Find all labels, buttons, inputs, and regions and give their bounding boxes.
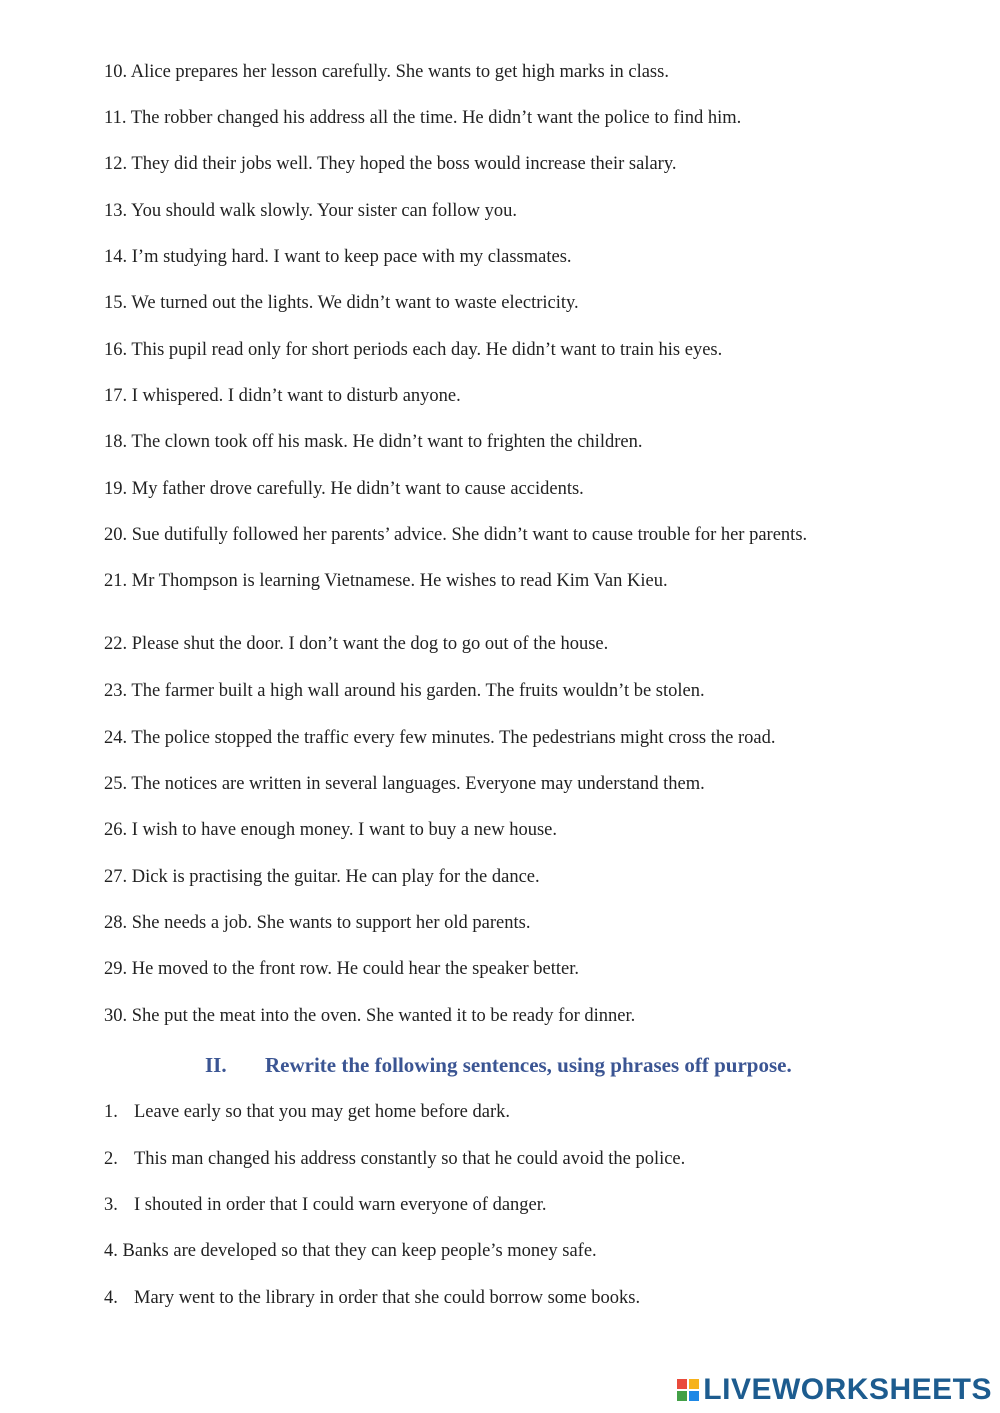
logo-square xyxy=(689,1379,699,1389)
exercise-item: 27. Dick is practising the guitar. He can play for the dance. xyxy=(104,867,540,887)
logo-square xyxy=(677,1379,687,1389)
logo-text: LIVEWORKSHEETS xyxy=(703,1373,992,1406)
section-heading xyxy=(205,1053,792,1077)
logo-grid-icon xyxy=(677,1379,699,1401)
exercise-item: 17. I whispered. I didn’t want to disturb anyone. xyxy=(104,386,461,406)
section-number: II. xyxy=(205,1053,227,1077)
exercise-item: 22. Please shut the door. I don’t want the dog to go out of the house. xyxy=(104,634,609,654)
item-text: I shouted in order that I could warn everyone of danger. xyxy=(134,1195,547,1215)
item-text: Leave early so that you may get home before dark. xyxy=(134,1102,511,1122)
exercise-item: 21. Mr Thompson is learning Vietnamese. He wishes to read Kim Van Kieu. xyxy=(104,571,668,591)
item-text: This man changed his address constantly so that he could avoid the police. xyxy=(134,1149,686,1169)
exercise-item: 18. The clown took off his mask. He didn’t want to frighten the children. xyxy=(104,432,643,452)
exercise-item: 23. The farmer built a high wall around his garden. The fruits wouldn’t be stolen. xyxy=(104,681,705,701)
exercise-item: 24. The police stopped the traffic every few minutes. The pedestrians might cross the road. xyxy=(104,728,776,748)
item-number: 2. xyxy=(104,1149,118,1169)
rewrite-item xyxy=(104,1287,640,1309)
rewrite-item xyxy=(104,1101,510,1123)
section-title: Rewrite the following sentences, using phrases off purpose. xyxy=(265,1053,792,1077)
exercise-item: 20. Sue dutifully followed her parents’ advice. She didn’t want to cause trouble for her parents. xyxy=(104,525,808,545)
item-text: 4. Banks are developed so that they can keep people’s money safe. xyxy=(104,1241,597,1261)
exercise-item: 26. I wish to have enough money. I want to buy a new house. xyxy=(104,820,557,840)
exercise-item: 11. The robber changed his address all the time. He didn’t want the police to find him. xyxy=(104,108,742,128)
item-text: Mary went to the library in order that she could borrow some books. xyxy=(134,1288,641,1308)
rewrite-item xyxy=(104,1194,547,1216)
exercise-item: 28. She needs a job. She wants to support her old parents. xyxy=(104,913,531,933)
exercise-item: 15. We turned out the lights. We didn’t want to waste electricity. xyxy=(104,293,579,313)
item-number: 3. xyxy=(104,1195,118,1215)
rewrite-item xyxy=(104,1148,685,1170)
exercise-item: 14. I’m studying hard. I want to keep pace with my classmates. xyxy=(104,247,572,267)
exercise-item: 16. This pupil read only for short periods each day. He didn’t want to train his eyes. xyxy=(104,340,723,360)
exercise-item: 30. She put the meat into the oven. She wanted it to be ready for dinner. xyxy=(104,1006,636,1026)
rewrite-item xyxy=(104,1240,597,1262)
exercise-item: 12. They did their jobs well. They hoped the boss would increase their salary. xyxy=(104,154,677,174)
exercise-item: 29. He moved to the front row. He could hear the speaker better. xyxy=(104,959,580,979)
logo-square xyxy=(677,1391,687,1401)
exercise-item: 13. You should walk slowly. Your sister can follow you. xyxy=(104,201,518,221)
liveworksheets-logo xyxy=(677,1375,992,1405)
logo-square xyxy=(689,1391,699,1401)
item-number: 1. xyxy=(104,1102,118,1122)
item-number: 4. xyxy=(104,1288,118,1308)
exercise-item: 25. The notices are written in several languages. Everyone may understand them. xyxy=(104,774,705,794)
exercise-item: 19. My father drove carefully. He didn’t want to cause accidents. xyxy=(104,479,584,499)
exercise-item: 10. Alice prepares her lesson carefully. She wants to get high marks in class. xyxy=(104,62,669,82)
